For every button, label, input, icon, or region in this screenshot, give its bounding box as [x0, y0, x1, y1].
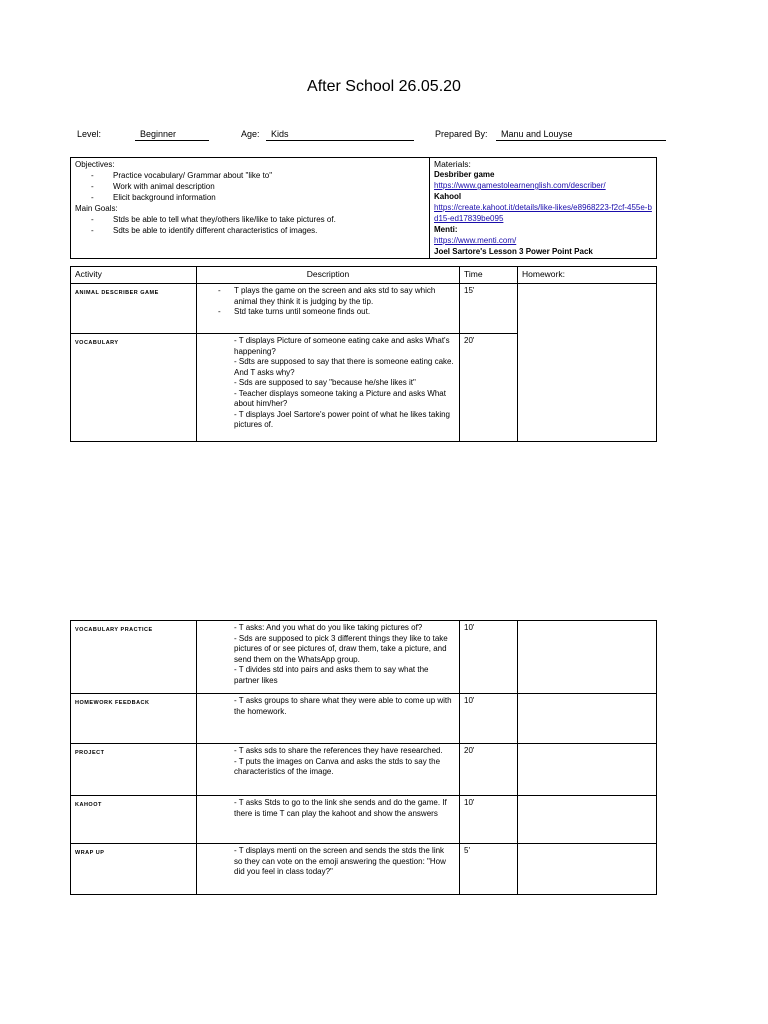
objective-item: - Work with animal description: [113, 181, 425, 192]
activity-description: [197, 844, 460, 895]
activity-time: 20': [460, 334, 518, 442]
table-row: [71, 284, 657, 334]
objective-item: - Practice vocabulary/ Grammar about "like to": [113, 170, 425, 181]
material-label: Joel Sartore's Lesson 3 Power Point Pack: [434, 247, 593, 256]
table-row: [71, 844, 657, 895]
objectives-heading: Objectives:: [75, 160, 115, 169]
table-row: [71, 694, 657, 744]
homework-cell: [518, 744, 657, 796]
homework-cell: [518, 694, 657, 744]
column-header: Description: [197, 267, 460, 284]
activity-description: [197, 694, 460, 744]
activity-time: 5': [460, 844, 518, 895]
material-link[interactable]: https://www.gamestolearnenglish.com/describer/: [434, 181, 606, 190]
homework-cell: [518, 621, 657, 694]
homework-cell: [518, 284, 657, 442]
level-value: Beginner: [135, 129, 209, 141]
description-line: - Sdts are supposed to say that there is someone eating cake. And T asks why?: [234, 357, 454, 377]
prepared-by-label: Prepared By:: [435, 129, 488, 139]
activity-name: HOMEWORK FEEDBACK: [71, 694, 197, 744]
description-line: - T asks Stds to go to the link she sends and do the game. If there is time T can play the kahoot and show the answers: [234, 798, 447, 818]
activity-name: PROJECT: [71, 744, 197, 796]
activity-name: ANIMAL DESCRIBER GAME: [71, 284, 197, 334]
description-line: - Teacher displays someone taking a Picture and asks What about him/her?: [234, 388, 446, 408]
activity-description: [197, 334, 460, 442]
activity-description: [197, 284, 460, 334]
description-line: - T asks groups to share what they were able to come up with the homework.: [234, 696, 452, 716]
material-link[interactable]: https://create.kahoot.it/details/like-likes/e8968223-f2cf-455e-bd15-ed17839be095: [434, 203, 652, 223]
objectives-materials-table: [70, 157, 657, 259]
activity-time: 10': [460, 796, 518, 844]
description-line: - T displays Picture of someone eating cake and asks What's happening?: [234, 336, 450, 356]
objectives-list: [75, 170, 425, 203]
description-line: - T puts the images on Canva and asks the stds to say the characteristics of the image.: [234, 756, 441, 776]
objective-item: - Elicit background information: [113, 192, 425, 203]
prepared-by-value: Manu and Louyse: [496, 129, 666, 141]
goal-item: - Sdts be able to identify different characteristics of images.: [113, 225, 425, 236]
materials-heading: Materials:: [434, 159, 471, 169]
activity-name: VOCABULARY: [71, 334, 197, 442]
activity-description: [197, 621, 460, 694]
activity-table: [70, 266, 657, 442]
description-line: - T divides std into pairs and asks them to say what the partner likes: [234, 665, 429, 685]
activity-time: 20': [460, 744, 518, 796]
material-label: Menti:: [434, 225, 458, 234]
description-line: - Sds are supposed to pick 3 different things they like to take pictures of or see pictures of, draw them, take a picture, and send them on the WhatsApp group.: [234, 633, 448, 664]
homework-cell: [518, 796, 657, 844]
page-title: After School 26.05.20: [307, 78, 461, 95]
material-link[interactable]: https://www.menti.com/: [434, 236, 517, 245]
description-line: - Std take turns until someone finds out.: [234, 307, 454, 318]
age-value: Kids: [266, 129, 414, 141]
description-line: - T displays menti on the screen and sends the stds the link so they can vote on the emoji answering the question: "How did you feel in class today?": [234, 846, 446, 876]
level-label: Level:: [77, 129, 102, 139]
main-goals-list: [75, 214, 425, 236]
material-label: Desbriber game: [434, 170, 495, 179]
activity-time: 10': [460, 694, 518, 744]
activity-name: WRAP UP: [71, 844, 197, 895]
goal-item: - Stds be able to tell what they/others like/like to take pictures of.: [113, 214, 425, 225]
homework-cell: [518, 844, 657, 895]
activity-description: [197, 796, 460, 844]
description-line: - T asks: And you what do you like taking pictures of?: [234, 623, 423, 632]
objectives-cell: [71, 158, 430, 259]
age-label: Age:: [241, 129, 260, 139]
column-header: Activity: [71, 267, 197, 284]
description-line: - T asks sds to share the references they have researched.: [234, 746, 443, 755]
activity-name: KAHOOT: [71, 796, 197, 844]
activity-table-continued: [70, 620, 657, 895]
description-line: - T displays Joel Sartore's power point of what he likes taking pictures of.: [234, 409, 451, 429]
column-header: Time: [460, 267, 518, 284]
description-line: - T plays the game on the screen and aks std to say which animal they think it is judging by the tip.: [234, 286, 454, 307]
activity-time: 10': [460, 621, 518, 694]
activity-description: [197, 744, 460, 796]
material-label: Kahool: [434, 192, 462, 201]
materials-cell: [430, 158, 657, 259]
description-line: - Sds are supposed to say "because he/she likes it": [234, 378, 416, 387]
column-header: Homework:: [518, 267, 657, 284]
main-goals-heading: Main Goals:: [75, 204, 118, 213]
table-row: [71, 796, 657, 844]
table-row: [71, 744, 657, 796]
activity-time: 15': [460, 284, 518, 334]
activity-name: VOCABULARY PRACTICE: [71, 621, 197, 694]
table-row: [71, 621, 657, 694]
